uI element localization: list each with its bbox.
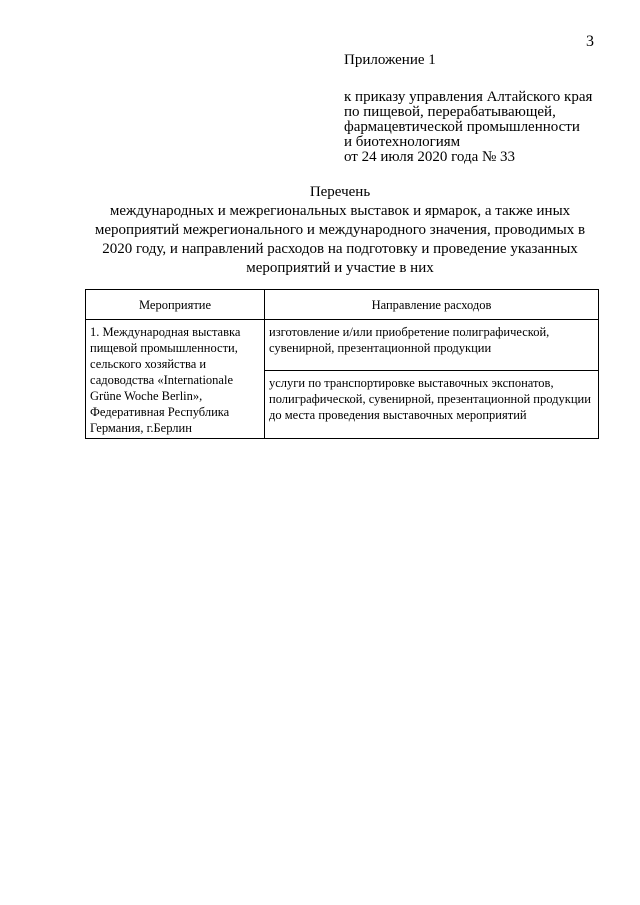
expense-cell: услуги по транспортировке выставочных экспонатов, полиграфической, сувенирной, презентационной продукции до места проведения выставочных мероприятий [265,371,599,439]
appendix-line: от 24 июля 2020 года № 33 [344,149,516,165]
column-header-event: Мероприятие [86,290,265,320]
column-header-expenses: Направление расходов [265,290,599,320]
appendix-header [344,53,634,165]
appendix-title: Приложение 1 [344,52,436,68]
document-title-subtitle: международных и межрегиональных выставок и ярмарок, а также иных мероприятий межрегионального и международного значения, проводимых в 2020 году, и направлений расходов на подготовку и проведение указанных мероприятий и участие в них [94,203,586,276]
appendix-line: по пищевой, перерабатывающей, [344,104,556,120]
table-header-row [86,290,599,320]
page-number: 3 [586,33,594,50]
document-title-main: Перечень [309,184,371,200]
appendix-line: и биотехнологиям [344,134,461,150]
appendix-line: к приказу управления Алтайского края [344,89,593,105]
appendix-line: фармацевтической промышленности [344,119,580,135]
expense-cell: изготовление и/или приобретение полиграфической, сувенирной, презентационной продукции [265,320,599,371]
table-row [86,320,599,371]
expenses-table [85,289,599,439]
event-cell: 1. Международная выставка пищевой промышленности, сельского хозяйства и садоводства «Internationale Grüne Woche Berlin», Федеративная Республика Германия, г.Берлин [86,320,265,439]
document-title [80,183,600,278]
